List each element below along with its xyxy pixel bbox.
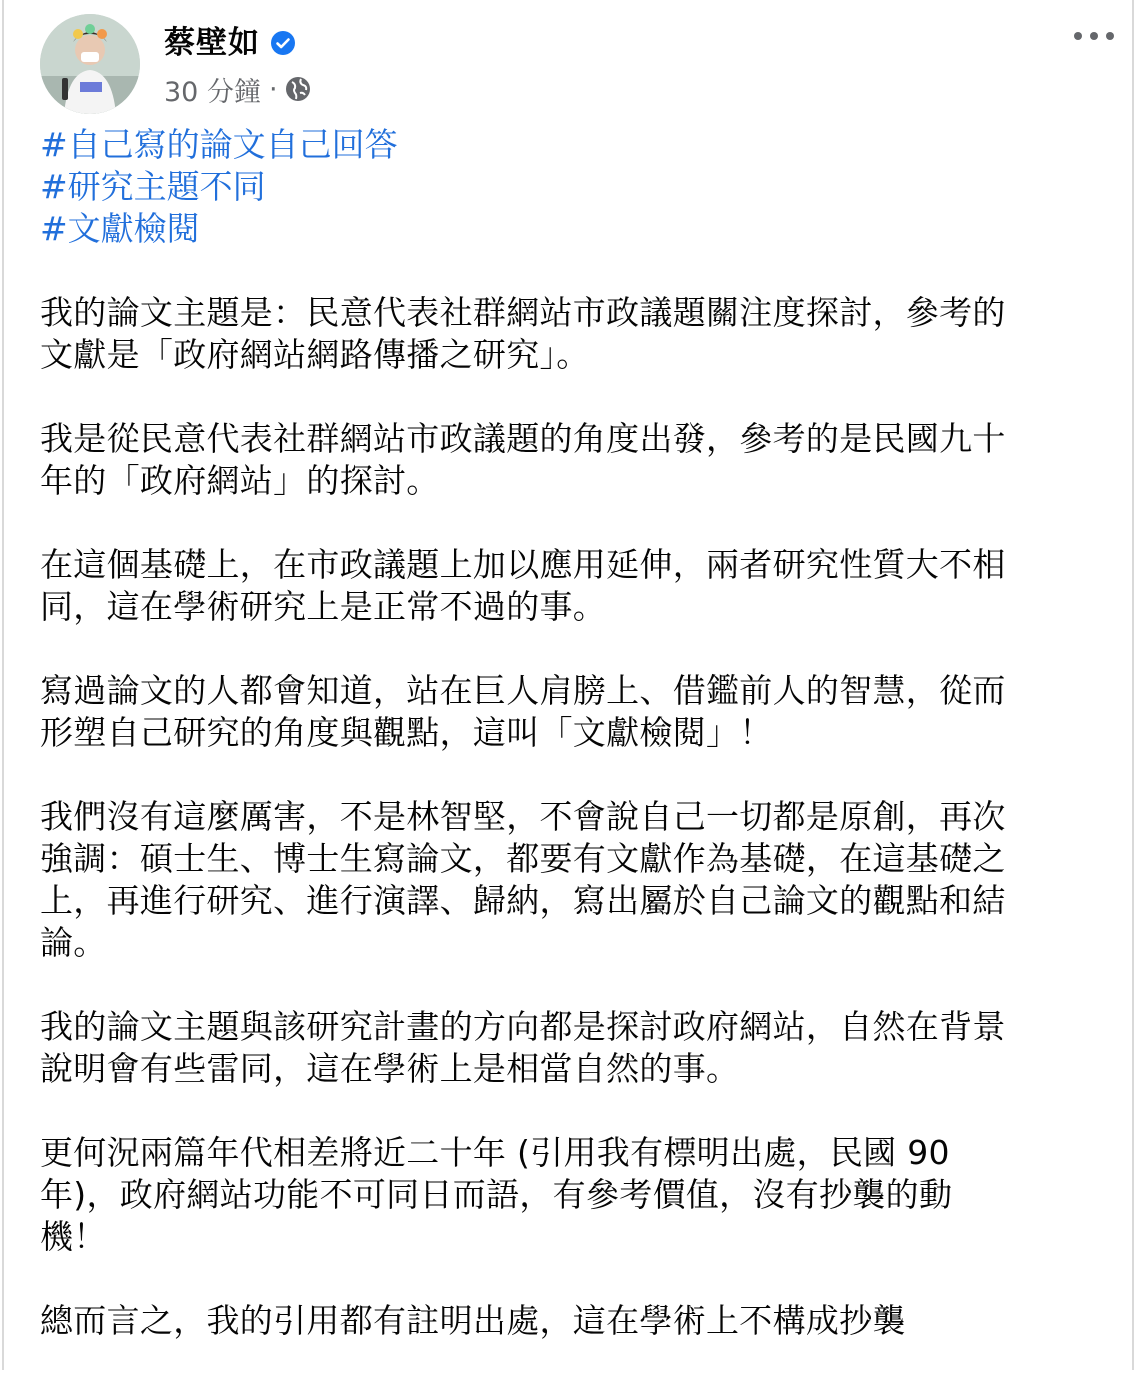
hashtag-link[interactable]: #自己寫的論文自己回答 bbox=[40, 125, 398, 164]
post-paragraph: 寫過論文的人都會知道，站在巨人肩膀上、借鑑前人的智慧，從而 形塑自己研究的角度與觀點，這叫「文獻檢閱」！ bbox=[40, 671, 1006, 752]
more-options-icon[interactable] bbox=[1074, 28, 1114, 44]
globe-icon[interactable] bbox=[284, 75, 312, 103]
hashtag-list bbox=[40, 124, 1108, 250]
more-dot bbox=[1074, 32, 1082, 40]
post-header bbox=[40, 14, 1120, 114]
avatar[interactable] bbox=[40, 14, 140, 114]
post-meta bbox=[164, 70, 312, 108]
post-paragraph: 在這個基礎上，在市政議題上加以應用延伸，兩者研究性質大不相 同，這在學術研究上是正常不過的事。 bbox=[40, 545, 1006, 626]
post-body bbox=[40, 124, 1108, 1375]
author-row bbox=[164, 22, 296, 64]
post-card bbox=[2, 0, 1134, 1370]
post-paragraph: 我是從民意代表社群網站市政議題的角度出發，參考的是民國九十 年的「政府網站」的探討。 bbox=[40, 419, 1006, 500]
verified-badge-icon bbox=[270, 30, 296, 56]
post-timestamp[interactable]: 30 分鐘 bbox=[164, 76, 261, 108]
author-name[interactable]: 蔡壁如 bbox=[164, 25, 260, 61]
more-dot bbox=[1106, 32, 1114, 40]
meta-separator: · bbox=[268, 73, 278, 105]
post-paragraph: 更何況兩篇年代相差將近二十年 (引用我有標明出處，民國 90 年)，政府網站功能不可同日而語，有參考價值，沒有抄襲的動 機！ bbox=[40, 1133, 953, 1256]
more-dot bbox=[1090, 32, 1098, 40]
post-paragraph: 總而言之，我的引用都有註明出處，這在學術上不構成抄襲 bbox=[40, 1301, 906, 1340]
post-paragraph: 我們沒有這麼厲害，不是林智堅，不會說自己一切都是原創，再次 強調：碩士生、博士生寫論文，都要有文獻作為基礎，在這基礎之 上，再進行研究、進行演譯、歸納，寫出屬於自己論文的觀點和結 論。 bbox=[40, 797, 1006, 962]
hashtag-link[interactable]: #研究主題不同 bbox=[40, 167, 266, 206]
avatar-photo-icon bbox=[40, 14, 140, 114]
post-paragraph: 我的論文主題與該研究計畫的方向都是探討政府網站，自然在背景 說明會有些雷同，這在學術上是相當自然的事。 bbox=[40, 1007, 1006, 1088]
post-paragraph: 我的論文主題是：民意代表社群網站市政議題關注度探討，參考的 文獻是「政府網站網路傳播之研究」。 bbox=[40, 293, 1006, 374]
hashtag-link[interactable]: #文獻檢閱 bbox=[40, 209, 200, 248]
